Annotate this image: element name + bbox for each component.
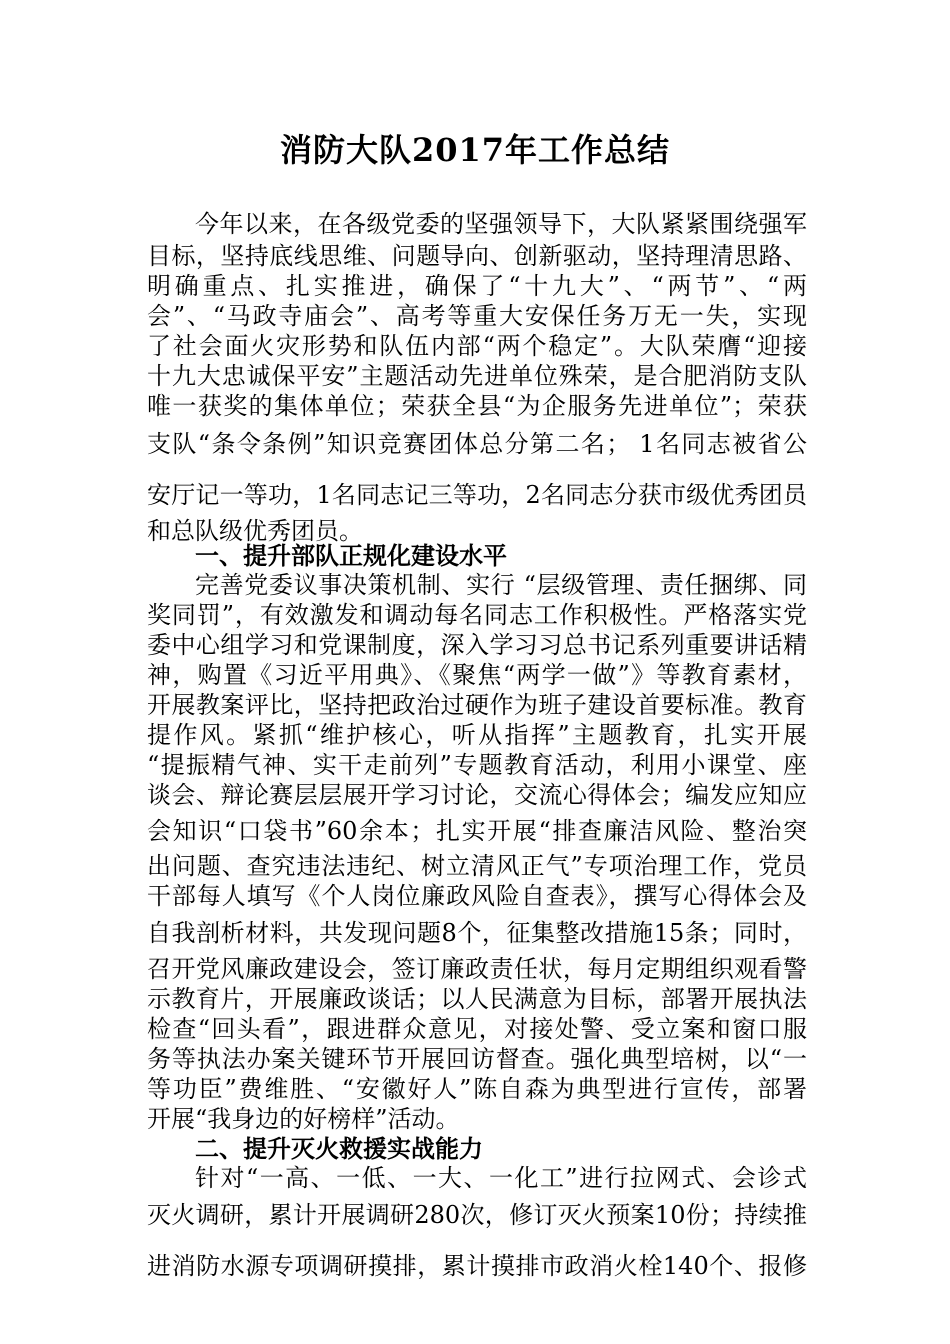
document-title: 消防大队2017年工作总结	[279, 131, 671, 169]
section1-line: 召开党风廉政建设会，签订廉政责任状，每月定期组织观看警	[147, 955, 807, 983]
section2-line: 进消防水源专项调研摸排，累计摸排市政消火栓140个、报修	[147, 1252, 807, 1280]
intro-line: 会”、“马政寺庙会”、高考等重大安保任务万无一失，实现	[147, 302, 807, 330]
section1-line: 开展“我身边的好榜样”活动。	[147, 1105, 460, 1133]
section1-line: 自我剖析材料，共发现问题8个，征集整改措施15条；同时，	[147, 919, 807, 947]
section1-line: 务等执法办案关键环节开展回访督查。强化典型培树，以“一	[147, 1045, 807, 1073]
section1-line: 开展教案评比，坚持把政治过硬作为班子建设首要标准。教育	[147, 691, 807, 719]
section1-line: 干部每人填写《个人岗位廉政风险自查表》，撰写心得体会及	[147, 882, 807, 910]
section2-line: 灭火调研，累计开展调研280次，修订灭火预案10份；持续推	[147, 1201, 807, 1229]
section1-line: 神，购置《习近平用典》、《聚焦“两学一做”》等教育素材，	[147, 661, 807, 689]
intro-line: 安厅记一等功，1名同志记三等功，2名同志分获市级优秀团员	[147, 481, 807, 509]
section1-line: 奖同罚”，有效激发和调动每名同志工作积极性。严格落实党	[147, 601, 807, 629]
section-heading-2: 二、提升灭火救援实战能力	[195, 1135, 483, 1163]
intro-line: 十九大忠诚保平安”主题活动先进单位殊荣，是合肥消防支队	[147, 362, 807, 390]
section1-line: 检查“回头看”，跟进群众意见，对接处警、受立案和窗口服	[147, 1015, 807, 1043]
section1-line: 谈会、辩论赛层层展开学习讨论，交流心得体会；编发应知应	[147, 781, 807, 809]
section1-line: 委中心组学习和党课制度，深入学习习总书记系列重要讲话精	[147, 631, 807, 659]
intro-line: 唯一获奖的集体单位；荣获全县“为企服务先进单位”；荣获	[147, 392, 807, 420]
section1-line: 等功臣”费维胜、“安徽好人”陈自森为典型进行宣传，部署	[147, 1075, 807, 1103]
intro-line: 明确重点、扎实推进，确保了“十九大”、“两节”、“两	[147, 272, 807, 300]
section1-line: 提作风。紧抓“维护核心，听从指挥”主题教育，扎实开展	[147, 721, 807, 749]
section1-line: 示教育片，开展廉政谈话；以人民满意为目标，部署开展执法	[147, 985, 807, 1013]
intro-line: 支队“条令条例”知识竞赛团体总分第二名； 1名同志被省公	[147, 430, 807, 458]
section2-line: 针对“一高、一低、一大、一化工”进行拉网式、会诊式	[195, 1164, 807, 1192]
intro-line: 今年以来，在各级党委的坚强领导下，大队紧紧围绕强军	[195, 210, 807, 238]
section1-line: 完善党委议事决策机制、实行 “层级管理、责任捆绑、同	[195, 571, 807, 599]
section1-line: 出问题、查究违法违纪、树立清风正气”专项治理工作，党员	[147, 852, 807, 880]
intro-line: 了社会面火灾形势和队伍内部“两个稳定”。大队荣膺“迎接	[147, 332, 807, 360]
intro-line: 和总队级优秀团员。	[147, 517, 363, 545]
section1-line: 会知识“口袋书”60余本；扎实开展“排查廉洁风险、整治突	[147, 817, 807, 845]
section-heading-1: 一、提升部队正规化建设水平	[195, 542, 507, 570]
intro-line: 目标，坚持底线思维、问题导向、创新驱动，坚持理清思路、	[147, 242, 807, 270]
section1-line: “提振精气神、实干走前列”专题教育活动，利用小课堂、座	[147, 751, 807, 779]
